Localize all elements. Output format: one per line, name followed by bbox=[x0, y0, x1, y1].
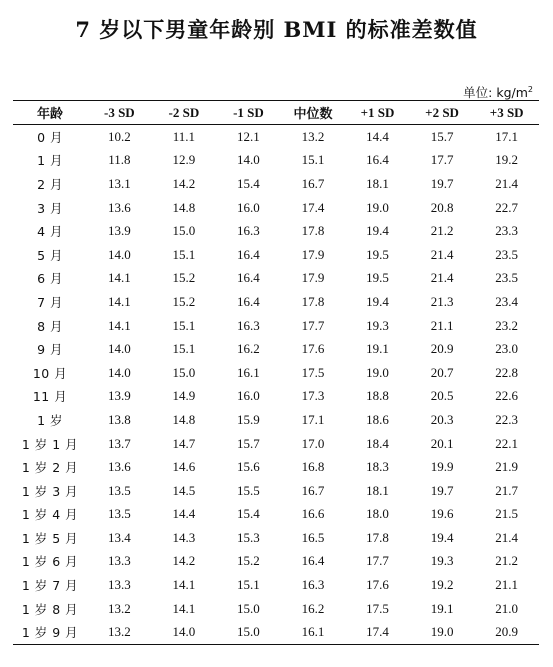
age-cell: 3 月 bbox=[37, 200, 63, 216]
value-cell: 14.6 bbox=[172, 459, 196, 475]
value-cell: 13.5 bbox=[107, 506, 131, 522]
value-cell: 17.6 bbox=[301, 341, 325, 357]
value-cell: 13.7 bbox=[107, 435, 131, 451]
table-header bbox=[13, 101, 539, 125]
unit-value: kg/m bbox=[496, 85, 528, 100]
value-cell: 17.6 bbox=[366, 577, 389, 593]
value-cell: 13.2 bbox=[87, 620, 152, 644]
value-cell: 19.2 bbox=[495, 152, 519, 168]
value-cell: 13.9 bbox=[107, 223, 131, 239]
table-row bbox=[13, 267, 539, 291]
value-cell: 19.5 bbox=[366, 270, 389, 286]
value-cell: 14.4 bbox=[366, 128, 389, 144]
value-cell: 14.3 bbox=[172, 529, 196, 545]
value-cell: 15.2 bbox=[237, 553, 260, 569]
value-cell: 19.3 bbox=[430, 553, 454, 569]
value-cell: 15.4 bbox=[237, 506, 260, 522]
value-cell: 13.6 bbox=[107, 459, 131, 475]
value-cell: 19.7 bbox=[430, 482, 454, 498]
value-cell: 19.5 bbox=[366, 246, 389, 262]
value-cell: 13.3 bbox=[107, 553, 131, 569]
value-cell: 21.7 bbox=[495, 482, 519, 498]
value-cell: 17.5 bbox=[366, 600, 389, 616]
value-cell: 15.4 bbox=[237, 175, 260, 191]
header-plus1sd: +1 SD bbox=[345, 101, 410, 125]
value-cell: 13.9 bbox=[107, 388, 131, 404]
value-cell: 21.3 bbox=[430, 293, 454, 309]
value-cell: 14.5 bbox=[172, 482, 196, 498]
age-cell: 8 月 bbox=[37, 318, 63, 334]
value-cell: 17.7 bbox=[366, 553, 389, 569]
age-cell: 1 岁 9 月 bbox=[13, 620, 87, 644]
value-cell: 15.0 bbox=[172, 364, 196, 380]
value-cell: 15.3 bbox=[237, 529, 260, 545]
value-cell: 10.2 bbox=[107, 128, 131, 144]
table-row bbox=[13, 290, 539, 314]
value-cell: 19.0 bbox=[366, 199, 389, 215]
value-cell: 14.1 bbox=[107, 270, 131, 286]
header-minus2sd: -2 SD bbox=[152, 101, 217, 125]
value-cell: 19.6 bbox=[430, 506, 454, 522]
value-cell: 22.6 bbox=[495, 388, 519, 404]
value-cell: 15.0 bbox=[237, 600, 260, 616]
age-cell: 0 月 bbox=[37, 129, 63, 145]
age-cell: 9 月 bbox=[37, 342, 63, 358]
table-row bbox=[13, 526, 539, 550]
value-cell: 15.9 bbox=[237, 411, 260, 427]
value-cell: 19.4 bbox=[430, 529, 454, 545]
value-cell: 16.0 bbox=[237, 388, 260, 404]
age-cell: 1 岁 3 月 bbox=[21, 483, 79, 499]
age-cell: 4 月 bbox=[37, 224, 63, 240]
age-cell: 1 岁 5 月 bbox=[21, 530, 79, 546]
value-cell: 13.6 bbox=[107, 199, 131, 215]
value-cell: 16.7 bbox=[301, 175, 325, 191]
value-cell: 16.4 bbox=[366, 152, 389, 168]
value-cell: 22.3 bbox=[495, 411, 519, 427]
value-cell: 22.8 bbox=[495, 364, 519, 380]
value-cell: 23.3 bbox=[495, 223, 519, 239]
value-cell: 16.4 bbox=[237, 270, 260, 286]
value-cell: 16.3 bbox=[301, 577, 325, 593]
value-cell: 14.0 bbox=[107, 341, 131, 357]
value-cell: 14.1 bbox=[172, 600, 196, 616]
value-cell: 20.5 bbox=[430, 388, 454, 404]
value-cell: 15.7 bbox=[237, 435, 260, 451]
value-cell: 14.1 bbox=[107, 317, 131, 333]
value-cell: 23.5 bbox=[495, 270, 519, 286]
value-cell: 16.0 bbox=[237, 199, 260, 215]
value-cell: 14.9 bbox=[172, 388, 196, 404]
age-cell: 1 岁 2 月 bbox=[21, 460, 79, 476]
value-cell: 19.1 bbox=[366, 341, 389, 357]
value-cell: 13.4 bbox=[107, 529, 131, 545]
table-row bbox=[13, 408, 539, 432]
bmi-table bbox=[13, 100, 539, 645]
value-cell: 14.7 bbox=[172, 435, 196, 451]
value-cell: 19.4 bbox=[366, 293, 389, 309]
value-cell: 21.5 bbox=[495, 506, 519, 522]
value-cell: 16.1 bbox=[237, 364, 260, 380]
age-cell: 6 月 bbox=[37, 271, 63, 287]
table-row bbox=[13, 361, 539, 385]
value-cell: 18.1 bbox=[366, 175, 389, 191]
age-cell: 10 月 bbox=[32, 365, 68, 381]
value-cell: 22.1 bbox=[495, 435, 519, 451]
value-cell: 17.8 bbox=[301, 293, 325, 309]
value-cell: 21.4 bbox=[430, 270, 454, 286]
value-cell: 16.2 bbox=[237, 341, 260, 357]
value-cell: 18.0 bbox=[366, 506, 389, 522]
value-cell: 17.9 bbox=[301, 246, 325, 262]
value-cell: 11.8 bbox=[108, 152, 131, 168]
value-cell: 15.0 bbox=[172, 223, 196, 239]
value-cell: 20.9 bbox=[474, 620, 539, 644]
value-cell: 19.3 bbox=[366, 317, 389, 333]
value-cell: 23.0 bbox=[495, 341, 519, 357]
age-cell: 1 岁 6 月 bbox=[21, 554, 79, 570]
value-cell: 21.0 bbox=[495, 600, 519, 616]
value-cell: 12.1 bbox=[237, 128, 260, 144]
value-cell: 15.6 bbox=[237, 459, 260, 475]
value-cell: 14.0 bbox=[237, 152, 260, 168]
age-cell: 7 月 bbox=[37, 294, 63, 310]
value-cell: 17.8 bbox=[301, 223, 325, 239]
value-cell: 14.0 bbox=[107, 246, 131, 262]
value-cell: 16.2 bbox=[301, 600, 325, 616]
value-cell: 18.1 bbox=[366, 482, 389, 498]
value-cell: 15.1 bbox=[172, 317, 196, 333]
value-cell: 16.3 bbox=[237, 317, 260, 333]
table-row bbox=[13, 196, 539, 220]
header-minus3sd: -3 SD bbox=[87, 101, 152, 125]
value-cell: 12.9 bbox=[172, 152, 196, 168]
value-cell: 16.7 bbox=[301, 482, 325, 498]
value-cell: 15.1 bbox=[172, 341, 196, 357]
value-cell: 14.8 bbox=[172, 411, 196, 427]
value-cell: 16.4 bbox=[301, 553, 325, 569]
value-cell: 13.5 bbox=[107, 482, 131, 498]
table-row bbox=[13, 172, 539, 196]
value-cell: 16.8 bbox=[301, 459, 325, 475]
value-cell: 21.4 bbox=[430, 246, 454, 262]
value-cell: 21.9 bbox=[495, 459, 519, 475]
value-cell: 11.1 bbox=[172, 128, 196, 144]
value-cell: 19.0 bbox=[366, 364, 389, 380]
age-cell: 1 岁 4 月 bbox=[21, 507, 79, 523]
value-cell: 16.4 bbox=[237, 246, 260, 262]
value-cell: 16.4 bbox=[237, 293, 260, 309]
value-cell: 14.2 bbox=[172, 175, 196, 191]
value-cell: 17.7 bbox=[301, 317, 325, 333]
value-cell: 14.4 bbox=[172, 506, 196, 522]
value-cell: 17.3 bbox=[301, 388, 325, 404]
value-cell: 17.7 bbox=[430, 152, 454, 168]
table-row bbox=[13, 550, 539, 574]
age-cell: 1 岁 8 月 bbox=[21, 601, 79, 617]
age-cell: 2 月 bbox=[37, 176, 63, 192]
value-cell: 21.1 bbox=[495, 577, 519, 593]
table-row bbox=[13, 337, 539, 361]
table-row bbox=[13, 243, 539, 267]
value-cell: 19.7 bbox=[430, 175, 454, 191]
age-cell: 1 岁 1 月 bbox=[21, 436, 79, 452]
age-cell: 1 月 bbox=[37, 153, 63, 169]
table-row bbox=[13, 385, 539, 409]
value-cell: 16.5 bbox=[301, 529, 325, 545]
value-cell: 17.0 bbox=[301, 435, 325, 451]
value-cell: 14.1 bbox=[107, 293, 131, 309]
value-cell: 21.2 bbox=[495, 553, 519, 569]
table-row bbox=[13, 314, 539, 338]
header-row bbox=[13, 101, 539, 125]
value-cell: 15.0 bbox=[216, 620, 281, 644]
table-row bbox=[13, 455, 539, 479]
value-cell: 23.5 bbox=[495, 246, 519, 262]
value-cell: 20.9 bbox=[430, 341, 454, 357]
table-row bbox=[13, 479, 539, 503]
value-cell: 17.9 bbox=[301, 270, 325, 286]
age-cell: 1 岁 bbox=[37, 412, 63, 428]
value-cell: 15.7 bbox=[430, 128, 454, 144]
value-cell: 17.5 bbox=[301, 364, 325, 380]
table-row bbox=[13, 503, 539, 527]
value-cell: 18.6 bbox=[366, 411, 389, 427]
table-row bbox=[13, 620, 539, 644]
header-age: 年龄 bbox=[13, 101, 87, 125]
value-cell: 19.2 bbox=[430, 577, 454, 593]
value-cell: 18.4 bbox=[366, 435, 389, 451]
table-row bbox=[13, 219, 539, 243]
value-cell: 20.3 bbox=[430, 411, 454, 427]
value-cell: 17.1 bbox=[495, 128, 519, 144]
value-cell: 19.9 bbox=[430, 459, 454, 475]
unit-superscript: 2 bbox=[527, 84, 533, 94]
value-cell: 17.4 bbox=[301, 199, 325, 215]
value-cell: 15.5 bbox=[237, 482, 260, 498]
value-cell: 19.1 bbox=[430, 600, 454, 616]
document-title: 7 岁以下男童年龄别 BMI 的标准差数值 bbox=[75, 17, 478, 42]
header-minus1sd: -1 SD bbox=[216, 101, 281, 125]
value-cell: 20.1 bbox=[430, 435, 454, 451]
value-cell: 23.2 bbox=[495, 317, 519, 333]
value-cell: 17.8 bbox=[366, 529, 389, 545]
value-cell: 15.2 bbox=[172, 270, 196, 286]
value-cell: 14.1 bbox=[172, 577, 196, 593]
value-cell: 19.0 bbox=[410, 620, 475, 644]
table-body bbox=[13, 125, 539, 645]
table-row bbox=[13, 432, 539, 456]
value-cell: 13.3 bbox=[107, 577, 131, 593]
value-cell: 13.2 bbox=[107, 600, 131, 616]
table-row bbox=[13, 597, 539, 621]
table-row bbox=[13, 149, 539, 173]
age-cell: 11 月 bbox=[32, 389, 68, 405]
value-cell: 18.3 bbox=[366, 459, 389, 475]
value-cell: 16.1 bbox=[281, 620, 346, 644]
value-cell: 15.1 bbox=[301, 152, 325, 168]
value-cell: 13.1 bbox=[107, 175, 131, 191]
header-plus3sd: +3 SD bbox=[474, 101, 539, 125]
value-cell: 15.1 bbox=[237, 577, 260, 593]
value-cell: 15.2 bbox=[172, 293, 196, 309]
value-cell: 21.4 bbox=[495, 175, 519, 191]
value-cell: 14.2 bbox=[172, 553, 196, 569]
header-median: 中位数 bbox=[281, 101, 346, 125]
header-plus2sd: +2 SD bbox=[410, 101, 475, 125]
value-cell: 14.0 bbox=[152, 620, 217, 644]
value-cell: 23.4 bbox=[495, 293, 519, 309]
table-row bbox=[13, 125, 539, 149]
value-cell: 14.0 bbox=[107, 364, 131, 380]
value-cell: 21.2 bbox=[430, 223, 454, 239]
value-cell: 14.8 bbox=[172, 199, 196, 215]
value-cell: 22.7 bbox=[495, 199, 519, 215]
value-cell: 20.8 bbox=[430, 199, 454, 215]
table-row bbox=[13, 573, 539, 597]
value-cell: 17.4 bbox=[345, 620, 410, 644]
value-cell: 17.1 bbox=[301, 411, 325, 427]
value-cell: 19.4 bbox=[366, 223, 389, 239]
value-cell: 13.8 bbox=[107, 411, 131, 427]
age-cell: 1 岁 7 月 bbox=[21, 578, 79, 594]
unit-label: 单位: bbox=[463, 85, 493, 100]
value-cell: 20.7 bbox=[430, 364, 454, 380]
value-cell: 21.4 bbox=[495, 529, 519, 545]
value-cell: 16.6 bbox=[301, 506, 325, 522]
value-cell: 13.2 bbox=[301, 128, 325, 144]
age-cell: 5 月 bbox=[37, 247, 63, 263]
value-cell: 15.1 bbox=[172, 246, 196, 262]
value-cell: 16.3 bbox=[237, 223, 260, 239]
value-cell: 18.8 bbox=[366, 388, 389, 404]
unit-note bbox=[463, 83, 533, 101]
value-cell: 21.1 bbox=[430, 317, 454, 333]
